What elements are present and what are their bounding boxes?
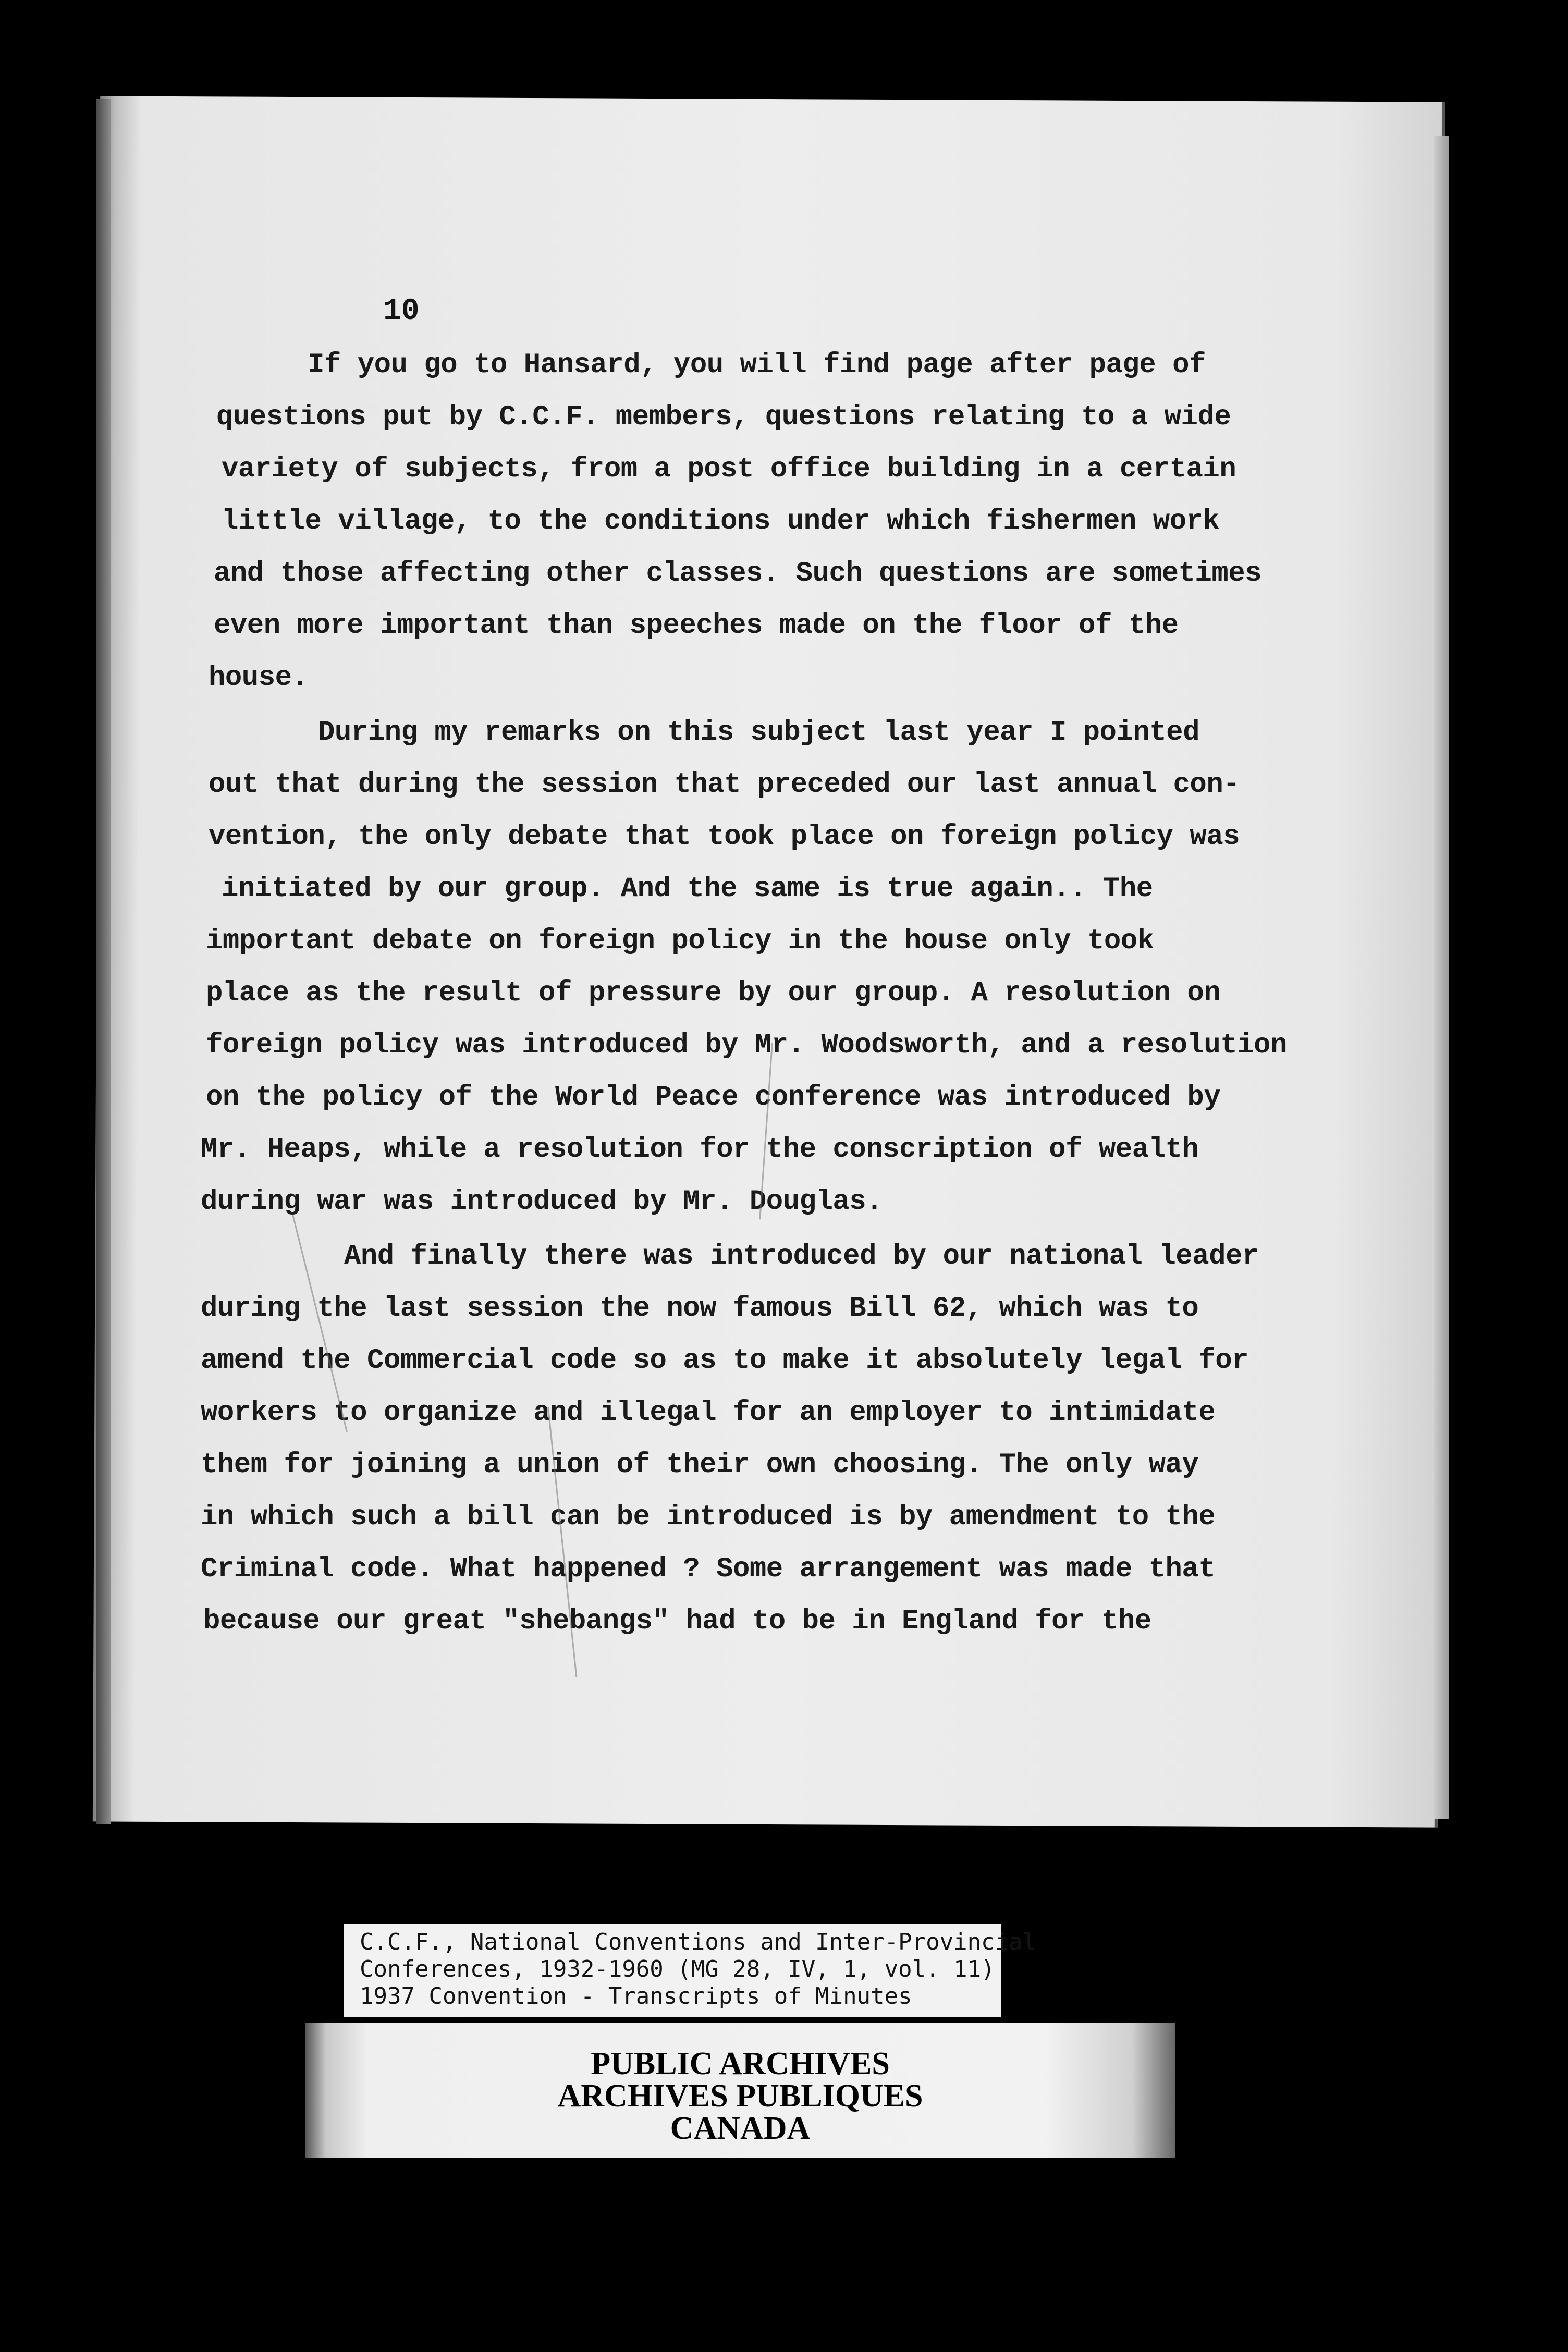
- text-line: them for joining a union of their own choosing. The only way: [201, 1449, 1199, 1481]
- text-line: amend the Commercial code so as to make it absolutely legal for: [201, 1345, 1249, 1377]
- archives-stamp: [305, 2023, 1175, 2158]
- text-line: and those affecting other classes. Such questions are sometimes: [214, 558, 1262, 590]
- text-line: house.: [209, 662, 309, 694]
- text-line: During my remarks on this subject last year I pointed: [318, 717, 1199, 749]
- text-line: even more important than speeches made on the floor of the: [214, 610, 1179, 642]
- stamp-line: CANADA: [670, 2111, 811, 2146]
- text-line: questions put by C.C.F. members, questions relating to a wide: [216, 401, 1231, 433]
- text-line: little village, to the conditions under which fishermen work: [222, 506, 1220, 537]
- stamp-line: PUBLIC ARCHIVES: [591, 2046, 890, 2081]
- text-line: Mr. Heaps, while a resolution for the conscription of wealth: [201, 1134, 1199, 1166]
- text-line: Criminal code. What happened ? Some arrangement was made that: [201, 1553, 1216, 1585]
- text-line: foreign policy was introduced by Mr. Woodsworth, and a resolution: [206, 1030, 1287, 1061]
- text-line: during the last session the now famous Bill 62, which was to: [201, 1293, 1199, 1325]
- text-line: in which such a bill can be introduced is by amendment to the: [201, 1501, 1216, 1533]
- text-line: initiated by our group. And the same is true again.. The: [222, 873, 1153, 905]
- caption-line: 1937 Convention - Transcripts of Minutes: [360, 1983, 912, 2010]
- text-line: And finally there was introduced by our national leader: [344, 1241, 1259, 1272]
- text-line: on the policy of the World Peace conference was introduced by: [206, 1082, 1221, 1113]
- text-line: important debate on foreign policy in the house only took: [206, 925, 1154, 957]
- text-line: If you go to Hansard, you will find page after page of: [308, 349, 1206, 381]
- text-line: out that during the session that preceded our last annual con-: [209, 769, 1240, 801]
- page-shadow-left: [96, 99, 111, 1824]
- stamp-line: ARCHIVES PUBLIQUES: [557, 2078, 923, 2114]
- text-line: during war was introduced by Mr. Douglas.: [201, 1186, 883, 1218]
- text-line: workers to organize and illegal for an employer to intimidate: [201, 1397, 1216, 1429]
- page-number: 10: [383, 295, 420, 328]
- caption-line: Conferences, 1932-1960 (MG 28, IV, 1, vol. 11): [360, 1956, 995, 1982]
- page-shadow-right: [1434, 136, 1449, 1819]
- text-line: place as the result of pressure by our group. A resolution on: [206, 977, 1221, 1009]
- archive-caption: [344, 1924, 1037, 2017]
- caption-line: C.C.F., National Conventions and Inter-Provincial: [360, 1929, 1037, 1955]
- text-line: vention, the only debate that took place on foreign policy was: [209, 821, 1240, 853]
- text-line: variety of subjects, from a post office building in a certain: [222, 454, 1236, 485]
- text-line: because our great "shebangs" had to be in England for the: [203, 1606, 1152, 1637]
